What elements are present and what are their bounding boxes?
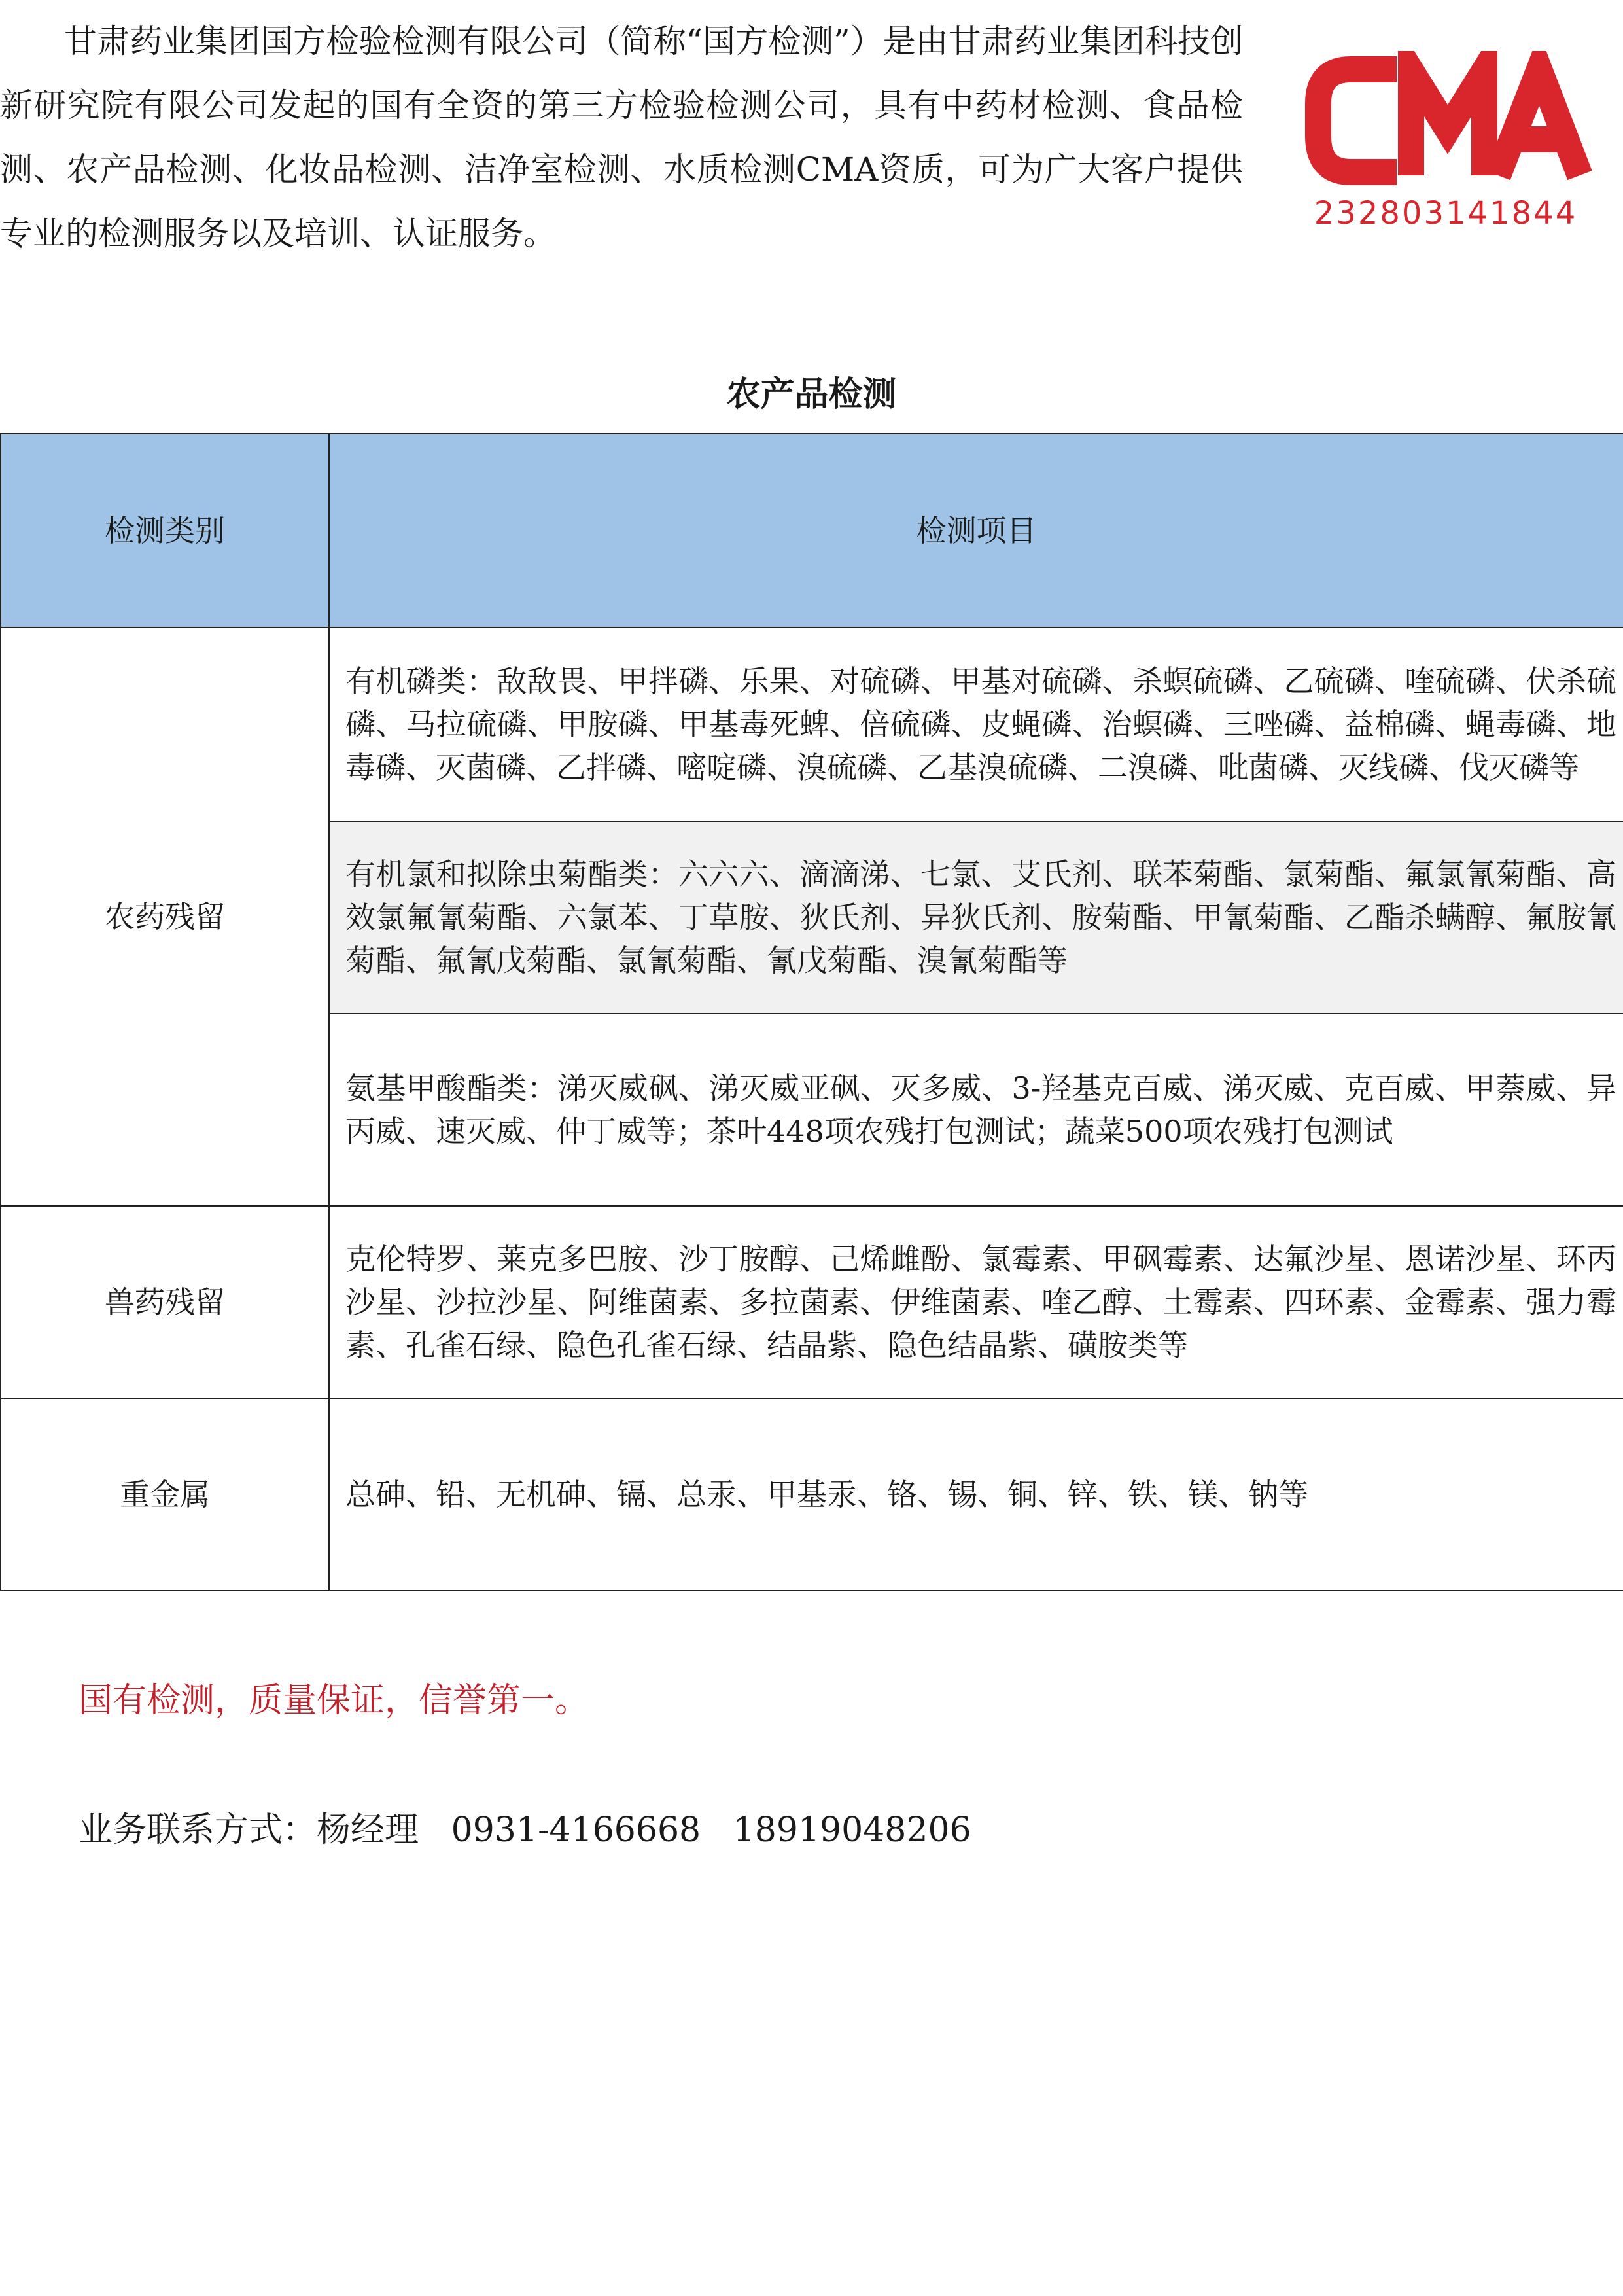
cma-logo-mark — [1299, 51, 1593, 192]
contact-line — [79, 1802, 971, 1851]
category-cell: 兽药残留 — [1, 1206, 329, 1398]
contact-label: 业务联系方式： — [79, 1810, 317, 1850]
contact-phone-landline: 0931-4166668 — [451, 1810, 701, 1850]
company-intro-text: 甘肃药业集团国方检验检测有限公司（简称“国方检测”）是由甘肃药业集团科技创新研究院有限公司发起的国有全资的第三方检验检测公司，具有中药材检测、食品检测、农产品检测、化妆品检测、洁净室检测、水质检测CMA资质，可为广大客户提供专业的检测服务以及培训、认证服务。 — [0, 22, 1243, 253]
table-row — [1, 1398, 1623, 1591]
cma-letter-m — [1411, 71, 1484, 175]
category-cell: 农药残留 — [1, 627, 329, 1206]
header-category: 检测类别 — [1, 434, 329, 627]
items-cell: 氨基甲酸酯类：涕灭威砜、涕灭威亚砜、灭多威、3-羟基克百威、涕灭威、克百威、甲萘威、异丙威、速灭威、仲丁威等；茶叶448项农残打包测试；蔬菜500项农残打包测试 — [329, 1014, 1623, 1206]
items-cell: 克伦特罗、莱克多巴胺、沙丁胺醇、己烯雌酚、氯霉素、甲砜霉素、达氟沙星、恩诺沙星、环丙沙星、沙拉沙星、阿维菌素、多拉菌素、伊维菌素、喹乙醇、土霉素、四环素、金霉素、强力霉素、孔雀石绿、隐色孔雀石绿、结晶紫、隐色结晶紫、磺胺类等 — [329, 1206, 1623, 1398]
contact-phone-mobile: 18919048206 — [733, 1810, 971, 1850]
table-row — [1, 1206, 1623, 1398]
items-cell: 有机磷类：敌敌畏、甲拌磷、乐果、对硫磷、甲基对硫磷、杀螟硫磷、乙硫磷、喹硫磷、伏杀硫磷、马拉硫磷、甲胺磷、甲基毒死蜱、倍硫磷、皮蝇磷、治螟磷、三唑磷、益棉磷、蝇毒磷、地毒磷、灭菌磷、乙拌磷、嘧啶磷、溴硫磷、乙基溴硫磷、二溴磷、吡菌磷、灭线磷、伐灭磷等 — [329, 627, 1623, 821]
table-header-row — [1, 434, 1623, 627]
cma-letter-a — [1498, 69, 1580, 175]
section-title: 农产品检测 — [726, 375, 897, 414]
items-cell: 有机氯和拟除虫菊酯类：六六六、滴滴涕、七氯、艾氏剂、联苯菊酯、氯菊酯、氟氯氰菊酯、高效氯氟氰菊酯、六氯苯、丁草胺、狄氏剂、异狄氏剂、胺菊酯、甲氰菊酯、乙酯杀螨醇、氟胺氰菊酯、氟氰戊菊酯、氯氰菊酯、氰戊菊酯、溴氰菊酯等 — [329, 821, 1623, 1014]
test-items-table — [0, 433, 1623, 1591]
cma-logo-text: CMA — [1299, 51, 1300, 52]
category-cell: 重金属 — [1, 1398, 329, 1591]
items-cell: 总砷、铅、无机砷、镉、总汞、甲基汞、铬、锡、铜、锌、铁、镁、钠等 — [329, 1398, 1623, 1591]
cma-logo — [1299, 51, 1593, 234]
slogan: 国有检测，质量保证，信誉第一。 — [79, 1681, 589, 1720]
table-row — [1, 627, 1623, 821]
cma-letter-c — [1318, 69, 1397, 172]
contact-name: 杨经理 — [317, 1810, 419, 1850]
header-items: 检测项目 — [329, 434, 1623, 627]
company-intro — [0, 9, 1243, 266]
cma-cert-number: 232803141844 — [1314, 195, 1578, 232]
